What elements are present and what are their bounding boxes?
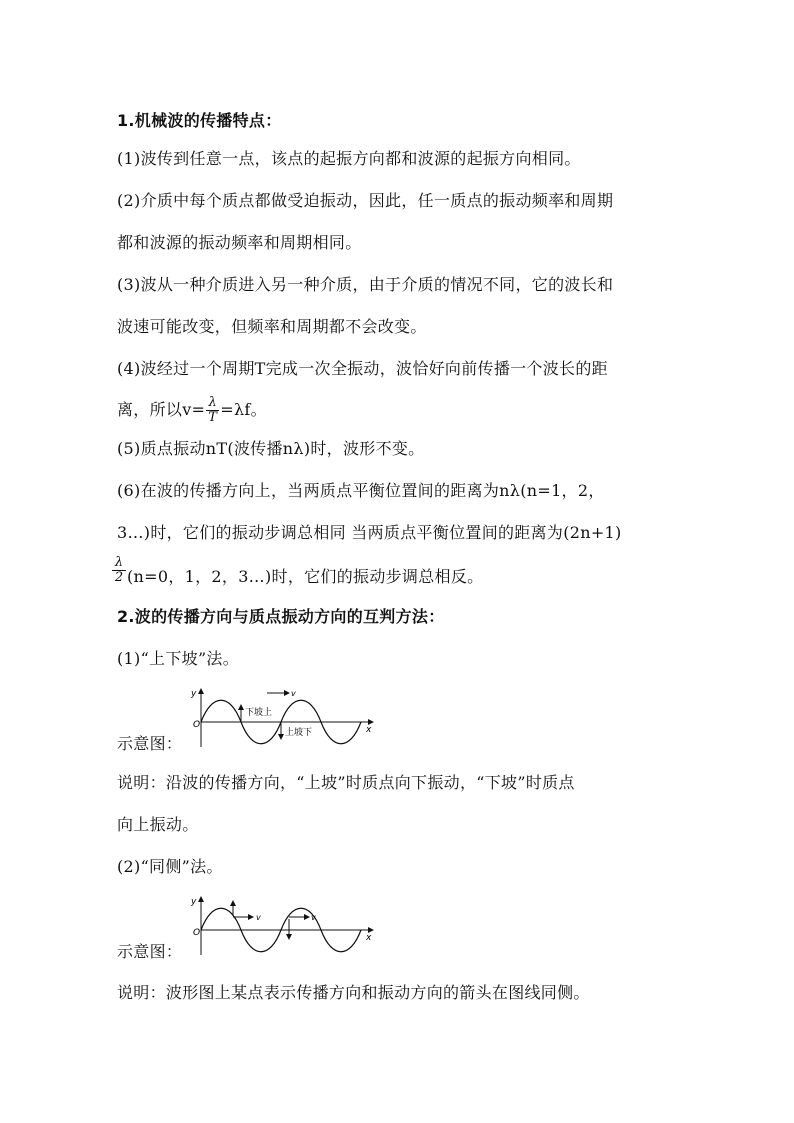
method-1-title: (1)“上下坡”法。 bbox=[117, 649, 240, 668]
same-side-diagram bbox=[185, 893, 380, 958]
fraction-denominator: 2 bbox=[114, 570, 124, 585]
fraction-numerator: λ bbox=[112, 556, 126, 571]
velocity-label: v bbox=[291, 689, 296, 698]
lambda-over-T-fraction bbox=[206, 396, 219, 425]
downhill-label: 下坡上 bbox=[245, 708, 273, 718]
x-axis-label: x bbox=[366, 725, 372, 735]
velocity-label-2: v bbox=[311, 913, 316, 922]
method-1-description-line2: 向上振动。 bbox=[117, 815, 199, 834]
velocity-label-1: v bbox=[256, 913, 261, 922]
uphill-label: 上坡下 bbox=[285, 728, 313, 738]
x-axis-label: x bbox=[366, 933, 372, 943]
paragraph-2-line1: (2)介质中每个质点都做受迫振动，因此，任一质点的振动频率和周期 bbox=[117, 191, 614, 210]
paragraph-6-line2: 3…)时，它们的振动步调总相同 当两质点平衡位置间的距离为(2n+1) bbox=[117, 523, 622, 542]
method-2-title: (2)“同侧”法。 bbox=[117, 857, 223, 876]
origin-label: O bbox=[193, 720, 201, 730]
origin-label: O bbox=[193, 928, 201, 938]
method-1-diagram-label: 示意图： bbox=[117, 734, 183, 753]
y-axis-label: y bbox=[191, 897, 197, 907]
paragraph-4-text-post: =λf。 bbox=[220, 400, 267, 419]
uphill-downhill-diagram bbox=[185, 685, 380, 750]
method-2-description: 说明：波形图上某点表示传播方向和振动方向的箭头在图线同侧。 bbox=[117, 983, 590, 1002]
y-axis-label: y bbox=[191, 689, 197, 699]
fraction-denominator: T bbox=[208, 410, 218, 425]
paragraph-1: (1)波传到任意一点，该点的起振方向都和波源的起振方向相同。 bbox=[117, 149, 581, 168]
paragraph-2-line2: 都和波源的振动频率和周期相同。 bbox=[117, 233, 362, 252]
method-1-description-line1: 说明：沿波的传播方向，“上坡”时质点向下振动，“下坡”时质点 bbox=[117, 773, 575, 792]
paragraph-4-line2 bbox=[117, 396, 267, 425]
paragraph-4-text-pre: 离，所以v= bbox=[117, 400, 206, 419]
paragraph-4-line1: (4)波经过一个周期T完成一次全振动，波恰好向前传播一个波长的距 bbox=[117, 359, 608, 378]
paragraph-3-line2: 波速可能改变，但频率和周期都不会改变。 bbox=[117, 317, 427, 336]
lambda-over-2-fraction bbox=[112, 556, 126, 585]
section2-heading: 2.波的传播方向与质点振动方向的互判方法： bbox=[117, 607, 445, 626]
method-2-diagram-label: 示意图： bbox=[117, 942, 183, 961]
paragraph-3-line1: (3)波从一种介质进入另一种介质，由于介质的情况不同，它的波长和 bbox=[117, 275, 614, 294]
paragraph-6-line3: (n=0，1，2，3…)时，它们的振动步调总相反。 bbox=[127, 567, 484, 586]
fraction-numerator: λ bbox=[206, 396, 219, 411]
section1-heading: 1.机械波的传播特点： bbox=[117, 111, 282, 130]
paragraph-5: (5)质点振动nT(波传播nλ)时，波形不变。 bbox=[117, 439, 425, 458]
paragraph-6-line1: (6)在波的传播方向上，当两质点平衡位置间的距离为nλ(n=1，2， bbox=[117, 481, 605, 500]
